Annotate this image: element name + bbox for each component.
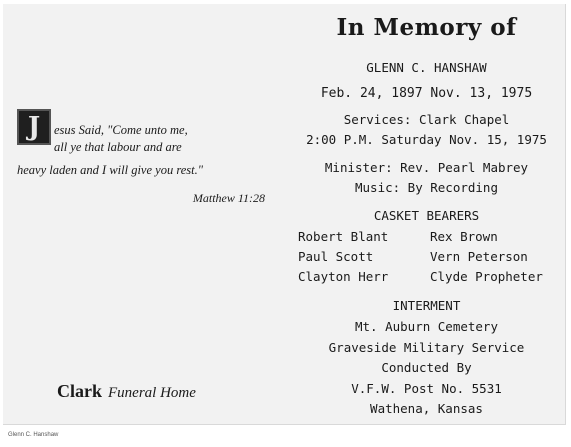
- memorial-panel: [288, 4, 565, 424]
- funeral-home-name-bold: Clark: [57, 381, 102, 401]
- verse-line-3: heavy laden and I will give you rest.": [17, 163, 203, 177]
- verse-line-2: all ye that labour and are: [54, 140, 182, 154]
- cemetery: Mt. Auburn Cemetery: [355, 319, 498, 334]
- memorial-card: [3, 4, 566, 425]
- vfw-post: V.F.W. Post No. 5531: [351, 381, 502, 396]
- memorial-title: In Memory of: [336, 14, 517, 41]
- bearer-name: Vern Peterson: [430, 249, 528, 264]
- minister: Minister: Rev. Pearl Mabrey: [324, 160, 529, 175]
- bearer-name: Paul Scott: [298, 249, 374, 264]
- dropcap-letter: J: [27, 111, 41, 142]
- location: Wathena, Kansas: [370, 401, 483, 416]
- funeral-home-name: [57, 381, 196, 402]
- music: Music: By Recording: [355, 180, 498, 195]
- verse-panel: [3, 4, 288, 424]
- image-credit: Glenn C. Hanshaw: [8, 432, 59, 438]
- verse-line-1: esus Said, "Come unto me,: [54, 123, 188, 137]
- bearer-name: Clayton Herr: [298, 269, 389, 284]
- graveside-service: Graveside Military Service: [328, 340, 525, 355]
- bearer-name: Rex Brown: [430, 229, 498, 244]
- bearer-name: Robert Blant: [298, 229, 389, 244]
- casket-bearers-heading: CASKET BEARERS: [373, 208, 480, 223]
- verse-citation: Matthew 11:28: [192, 191, 265, 205]
- interment-heading: INTERMENT: [392, 298, 461, 313]
- services-location: Services: Clark Chapel: [343, 112, 510, 127]
- funeral-home-name-script: Funeral Home: [108, 385, 196, 401]
- conducted-by: Conducted By: [381, 360, 472, 375]
- life-dates: Feb. 24, 1897 Nov. 13, 1975: [320, 86, 533, 101]
- bearer-name: Clyde Propheter: [430, 269, 543, 284]
- deceased-name: GLENN C. HANSHAW: [366, 60, 487, 75]
- ornamental-dropcap: [17, 109, 51, 145]
- services-time: 2:00 P.M. Saturday Nov. 15, 1975: [306, 132, 547, 147]
